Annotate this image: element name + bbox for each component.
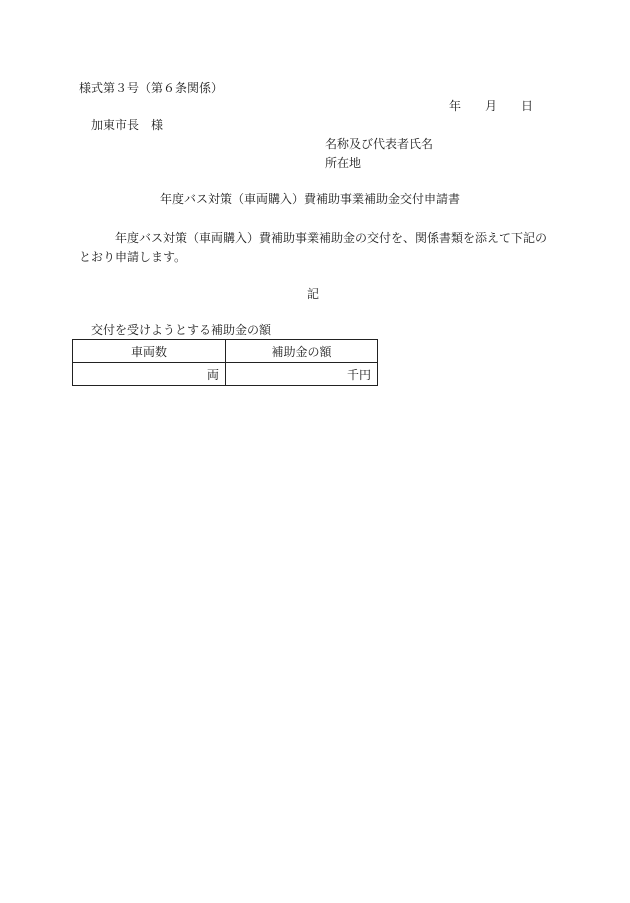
addressee: 加東市長 様	[91, 118, 164, 132]
date-day-label: 日	[521, 99, 534, 113]
application-body-text: 年度バス対策（車両購入）費補助事業補助金の交付を、関係書類を添えて下記のとおり申請します。	[79, 231, 548, 264]
table-caption: 交付を受けようとする補助金の額	[91, 323, 272, 337]
form-number: 様式第３号（第６条関係）	[79, 81, 224, 95]
table-header-row	[73, 340, 378, 363]
applicant-name-label: 名称及び代表者氏名	[325, 137, 434, 151]
applicant-address-label: 所在地	[325, 156, 362, 170]
subsidy-amount-table	[72, 339, 378, 386]
vehicle-count-cell: 両	[73, 363, 226, 386]
ki-mark: 記	[307, 287, 320, 301]
header-vehicle-count: 車両数	[73, 340, 226, 363]
table-row	[73, 363, 378, 386]
date-month-label: 月	[485, 99, 498, 113]
header-subsidy-amount: 補助金の額	[226, 340, 378, 363]
date-year-label: 年	[449, 99, 462, 113]
document-title: 年度バス対策（車両購入）費補助事業補助金交付申請書	[160, 192, 461, 206]
subsidy-amount-cell: 千円	[226, 363, 378, 386]
